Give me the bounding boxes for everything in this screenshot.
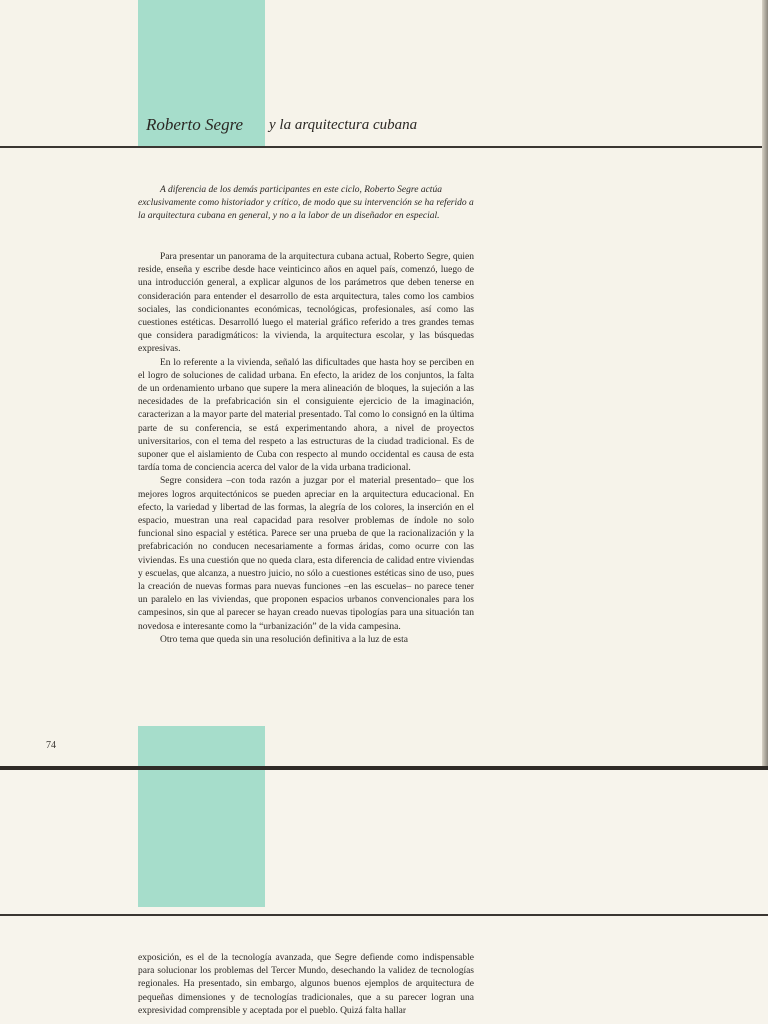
body-paragraph: Para presentar un panorama de la arquitectura cubana actual, Roberto Segre, quien reside, enseña y escribe desde hace veinticinco años en aquel país, comenzó, luego de una introducción general, a explicar algunos de los parámetros que deben tenerse en consideración para entender el desarrollo de esta arquitectura, tales como los cambios sociales, las condicionantes económicas, tecnológicas, profesionales, así como las cuestiones estéticas. Desarrolló luego el material gráfico referido a tres grandes temas que considera paradigmáticos: la vivienda, la arquitectura escolar, y las búsquedas expresivas. <box>138 252 474 355</box>
article-subtitle: y la arquitectura cubana <box>269 117 418 133</box>
intro-text: A diferencia de los demás participantes en este ciclo, Roberto Segre actúa exclusivamente como historiador y crítico, de modo que su intervención se ha referido a la arquitectura cubana en general, y no a la labor de un diseñador en especial. <box>138 185 474 222</box>
next-page-body <box>138 952 474 1018</box>
body-paragraph-next: exposición, es el de la tecnología avanzada, que Segre defiende como indispensable para solucionar los problemas del Tercer Mundo, desechando la validez de tecnologías regionales. Ha presentado, sin embargo, algunos buenos ejemplos de arquitectura de pequeñas dimensiones y de tecnologías tradicionales, que a su parecer logran una expresividad comprensible y aceptada por el pueblo. Quizá falta hallar <box>138 953 474 1016</box>
article-body <box>138 251 474 647</box>
teal-footer-block <box>138 726 265 766</box>
page-number: 74 <box>46 740 56 751</box>
page-edge-shadow <box>762 0 768 766</box>
intro-paragraph <box>138 184 474 224</box>
body-paragraph: Otro tema que queda sin una resolución definitiva a la luz de esta <box>160 634 408 645</box>
article-author: Roberto Segre <box>146 115 244 134</box>
body-paragraph: Segre considera –con toda razón a juzgar por el material presentado– que los mejores logros arquitectónicos se pueden apreciar en la arquitectura educacional. En efecto, la variedad y libertad de las formas, la alegría de los colores, la inserción en el espacio, muestran una real capacidad para resolver problemas de índole no solo funcional sino espacial y estética. Parece ser una prueba de que la racionalización y la prefabricación no conducen necesariamente a formas áridas, como ocurre con las viviendas. Es una cuestión que no queda clara, esta diferencia de calidad entre viviendas y escuelas, que alcanza, a nuestro juicio, no sólo a cuestiones estéticas sino de uso, pues la creación de nuevas formas para nuevas funciones –en las escuelas– no parece tener un paralelo en las viviendas, que proponen espacios urbanos convencionales para los campesinos, sin que al parecer se hayan creado nuevas tipologías para una situación tan novedosa e interesante como la “urbanización” de la vida campesina. <box>138 476 474 632</box>
header-rule-next <box>0 914 768 916</box>
header-rule <box>0 146 768 148</box>
teal-header-block-next <box>138 770 265 907</box>
body-paragraph: En lo referente a la vivienda, señaló las dificultades que hasta hoy se perciben en el logro de soluciones de calidad urbana. En efecto, la aridez de los conjuntos, la falta de un ordenamiento urbano que supere la mera alineación de bloques, la sujeción a las necesidades de la prefabricación sin el consiguiente ejercicio de la imaginación, caracterizan a la mayor parte del material presentado. Tal como lo consignó en la última parte de su conferencia, se está experimentando ahora, a nivel de proyectos universitarios, con el tema del respeto a las estructuras de la ciudad tradicional. Es de suponer que el aislamiento de Cuba con respecto al mundo occidental es causa de esta tardía toma de conciencia acerca del valor de la vida urbana tradicional. <box>138 357 474 474</box>
